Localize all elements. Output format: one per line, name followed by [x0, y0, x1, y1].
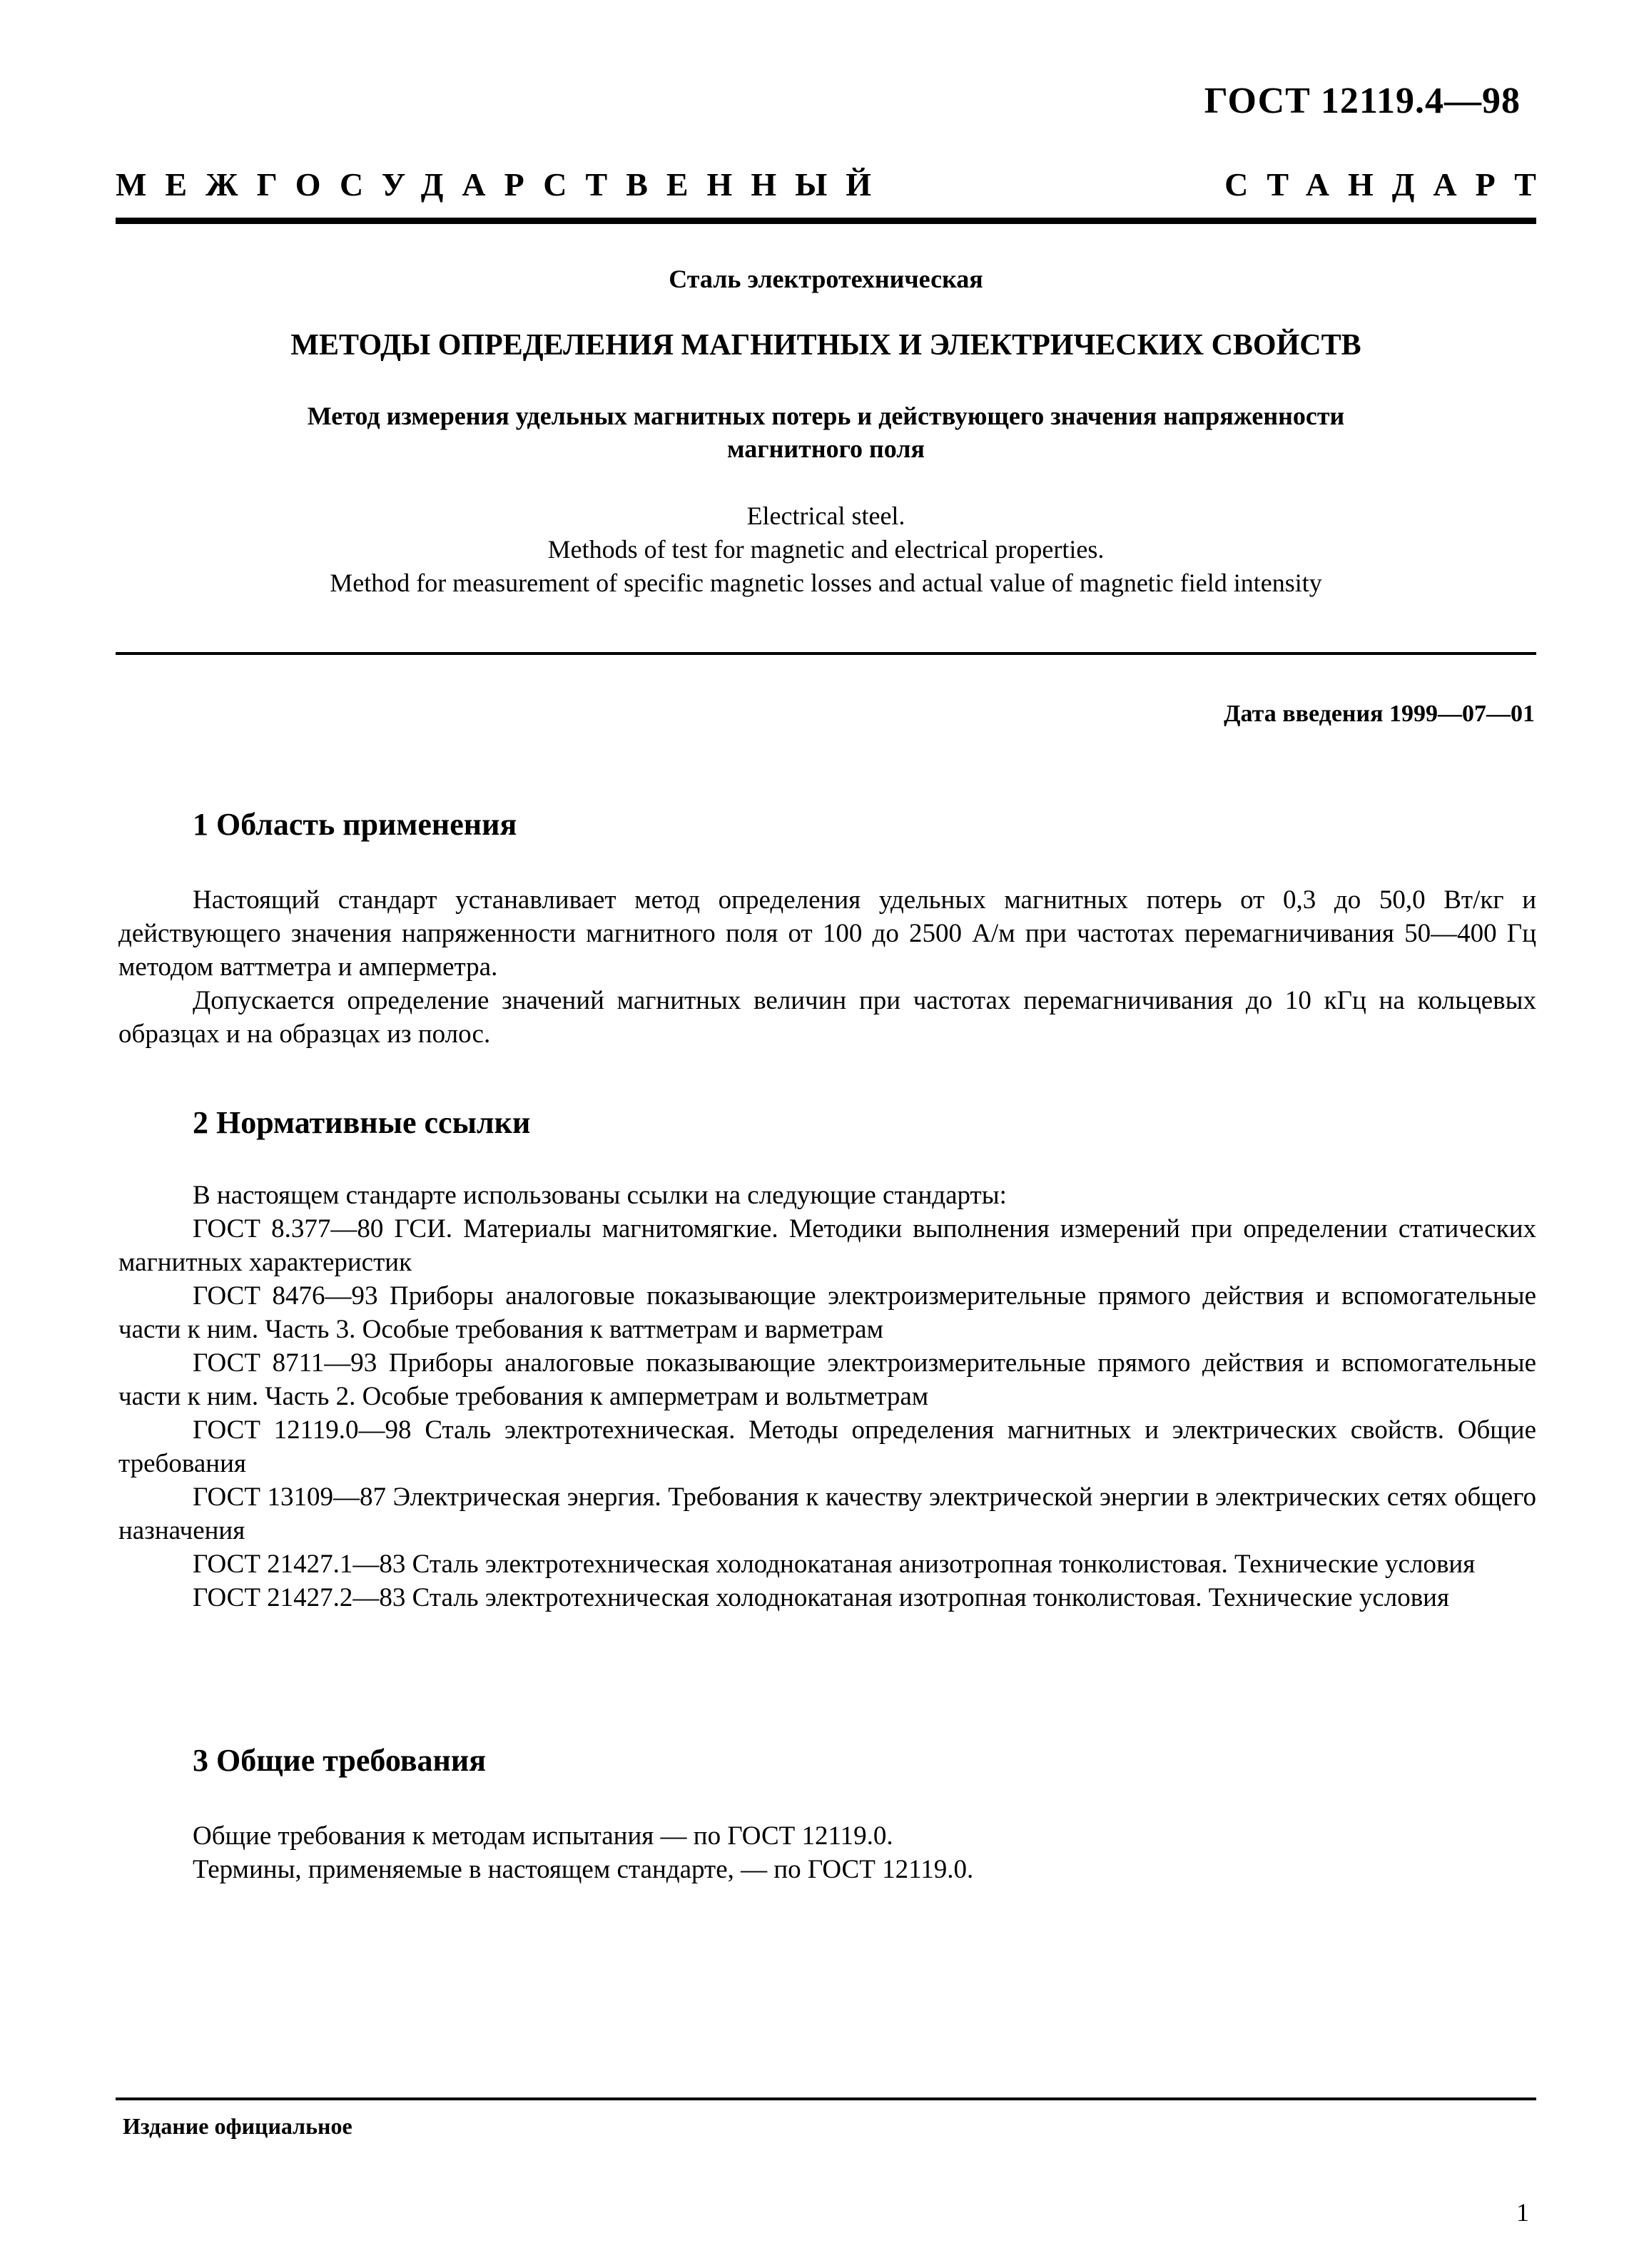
paragraph: Допускается определение значений магнитных величин при частотах перемагничивания до 10 кГц на кольцевых образцах и на образцах из полос.: [118, 986, 1536, 1049]
main-title: МЕТОДЫ ОПРЕДЕЛЕНИЯ МАГНИТНЫХ И ЭЛЕКТРИЧЕСКИХ СВОЙСТВ: [290, 329, 1361, 362]
document-number: ГОСТ 12119.4—98: [1204, 81, 1521, 121]
paragraph: Термины, применяемые в настоящем стандарте, — по ГОСТ 12119.0.: [193, 1855, 974, 1884]
reference-item: ГОСТ 21427.2—83 Сталь электротехническая холоднокатаная изотропная тонколистовая. Технические условия: [193, 1583, 1450, 1612]
standard-type-word-1: МЕЖГОСУДАРСТВЕННЫЙ: [116, 166, 890, 203]
introduction-date: Дата введения 1999—07—01: [1224, 701, 1535, 727]
section-heading-general-requirements: 3 Общие требования: [193, 1743, 486, 1778]
section-body-scope: [118, 883, 1536, 1051]
reference-item: ГОСТ 8711—93 Приборы аналоговые показывающие электроизмерительные прямого действия и вспомогательные части к ним. Часть 2. Особые требования к амперметрам и вольтметрам: [118, 1348, 1536, 1411]
section-heading-references: 2 Нормативные ссылки: [193, 1105, 531, 1140]
section-body-references: [118, 1179, 1536, 1614]
english-title: [116, 499, 1536, 600]
subtitle-material: Сталь электротехническая: [669, 265, 983, 293]
reference-item: ГОСТ 21427.1—83 Сталь электротехническая холоднокатаная анизотропная тонколистовая. Технические условия: [193, 1550, 1476, 1579]
standard-type-word-2: СТАНДАРТ: [1224, 166, 1555, 203]
english-title-line-1: Electrical steel.: [746, 502, 905, 530]
subtitle-method-line-2: магнитного поля: [727, 434, 925, 463]
page-number: 1: [1516, 2198, 1529, 2227]
title-rule: [116, 652, 1536, 655]
reference-item: ГОСТ 13109—87 Электрическая энергия. Требования к качеству электрической энергии в электрических сетях общего назначения: [118, 1483, 1536, 1545]
header-rule: [116, 218, 1536, 224]
subtitle-method-line-1: Метод измерения удельных магнитных потерь и действующего значения напряженности: [307, 402, 1345, 430]
english-title-line-3: Method for measurement of specific magnetic losses and actual value of magnetic field intensity: [330, 569, 1322, 597]
subtitle-method: [116, 400, 1536, 465]
section-body-general-requirements: [118, 1819, 1536, 1886]
paragraph: В настоящем стандарте использованы ссылки на следующие стандарты:: [193, 1181, 1007, 1210]
edition-label: Издание официальное: [123, 2113, 352, 2139]
paragraph: Настоящий стандарт устанавливает метод определения удельных магнитных потерь от 0,3 до 50,0 Вт/кг и действующего значения напряженности магнитного поля от 100 до 2500 А/м при частотах перемагничивания 50—400 Гц методом ваттметра и амперметра.: [118, 885, 1536, 982]
footer-rule: [116, 2097, 1536, 2100]
standard-type-heading: [116, 166, 1555, 203]
english-title-line-2: Methods of test for magnetic and electrical properties.: [547, 535, 1105, 564]
reference-item: ГОСТ 8476—93 Приборы аналоговые показывающие электроизмерительные прямого действия и вспомогательные части к ним. Часть 3. Особые требования к ваттметрам и варметрам: [118, 1281, 1536, 1344]
section-heading-scope: 1 Область применения: [193, 807, 517, 842]
reference-item: ГОСТ 8.377—80 ГСИ. Материалы магнитомягкие. Методики выполнения измерений при определении статических магнитных характеристик: [118, 1214, 1536, 1277]
paragraph: Общие требования к методам испытания — по ГОСТ 12119.0.: [193, 1821, 893, 1851]
reference-item: ГОСТ 12119.0—98 Сталь электротехническая. Методы определения магнитных и электрических свойств. Общие требования: [118, 1415, 1536, 1478]
